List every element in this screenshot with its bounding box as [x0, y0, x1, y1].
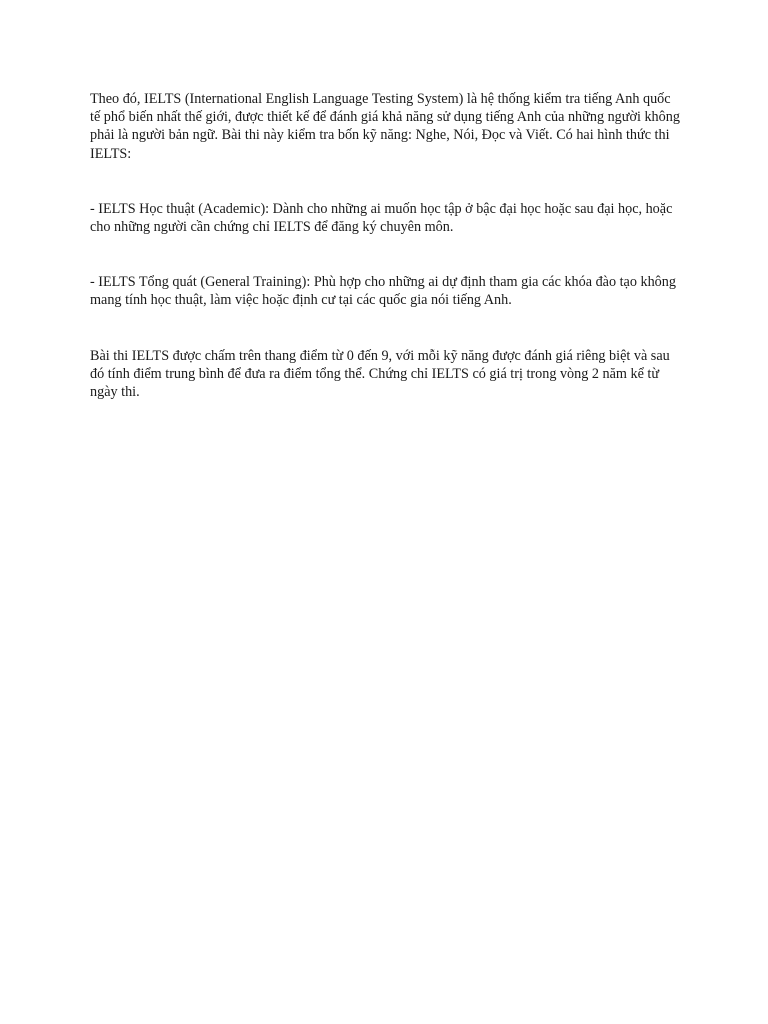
paragraph-spacer	[90, 163, 680, 200]
paragraph-general-training: - IELTS Tổng quát (General Training): Phù hợp cho những ai dự định tham gia các khóa đào tạo không mang tính học thuật, làm việc hoặc định cư tại các quốc gia nói tiếng Anh.	[90, 274, 676, 309]
paragraph-scoring: Bài thi IELTS được chấm trên thang điểm từ 0 đến 9, với mỗi kỹ năng được đánh giá riêng biệt và sau đó tính điểm trung bình để đưa ra điểm tổng thể. Chứng chỉ IELTS có giá trị trong vòng 2 năm kể từ ngày thi.	[90, 347, 670, 401]
paragraph-academic: - IELTS Học thuật (Academic): Dành cho những ai muốn học tập ở bậc đại học hoặc sau đại học, hoặc cho những người cần chứng chỉ IELTS để đăng ký chuyên môn.	[90, 200, 673, 236]
document-body	[90, 90, 680, 401]
paragraph-spacer	[90, 236, 680, 273]
paragraph-spacer	[90, 310, 680, 347]
paragraph-intro: Theo đó, IELTS (International English Language Testing System) là hệ thống kiểm tra tiếng Anh quốc tế phổ biến nhất thế giới, được thiết kế để đánh giá khả năng sử dụng tiếng Anh của những người không phải là người bản ngữ. Bài thi này kiểm tra bốn kỹ năng: Nghe, Nói, Đọc và Viết. Có hai hình thức thi IELTS:	[90, 91, 680, 162]
